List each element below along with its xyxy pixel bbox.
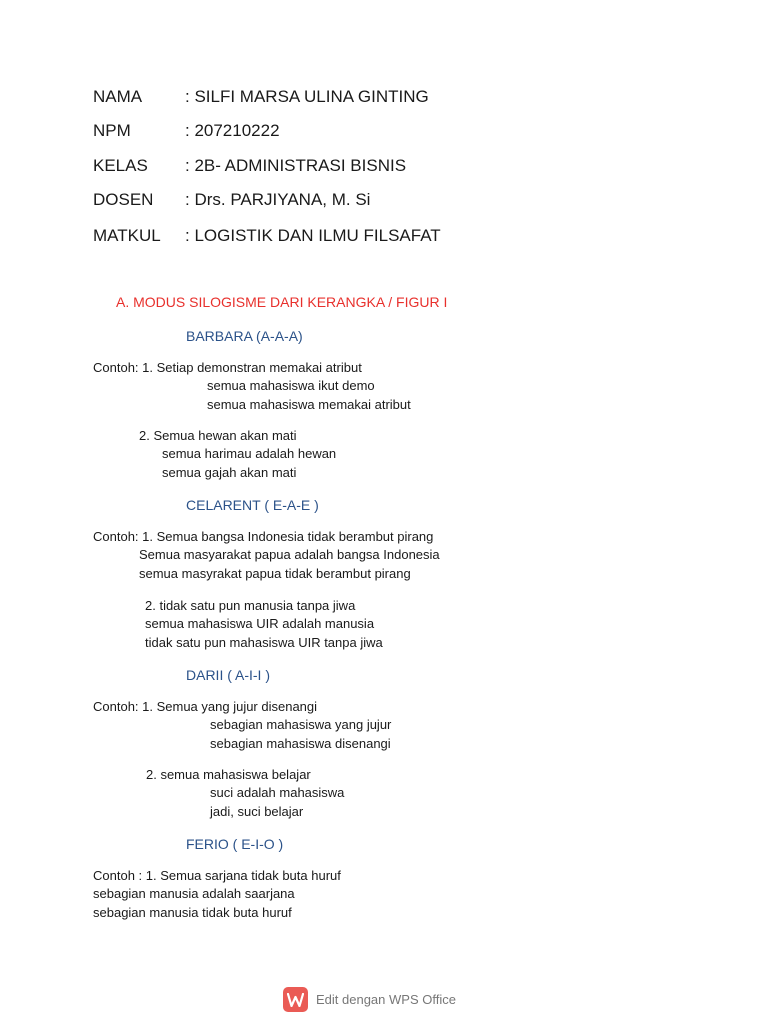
example-line: 2. semua mahasiswa belajar (146, 767, 311, 782)
example-line: sebagian mahasiswa disenangi (210, 736, 391, 751)
wps-edit-link[interactable]: Edit dengan WPS Office (316, 992, 456, 1007)
header-label: DOSEN (93, 190, 154, 209)
example-line: semua gajah akan mati (162, 465, 297, 480)
example-line: 2. tidak satu pun manusia tanpa jiwa (145, 598, 356, 613)
example-line: semua mahasiswa UIR adalah manusia (145, 616, 375, 631)
example-line: jadi, suci belajar (210, 804, 304, 819)
example-line: sebagian mahasiswa yang jujur (210, 717, 392, 732)
header-label: NAMA (93, 87, 143, 106)
wps-edit-banner[interactable] (283, 987, 456, 1012)
wps-office-logo-icon (283, 987, 308, 1012)
example-line: semua mahasiswa ikut demo (207, 378, 375, 393)
example-line: Contoh : 1. Semua sarjana tidak buta huruf (93, 868, 341, 883)
example-line: 2. Semua hewan akan mati (139, 428, 297, 443)
example-line: Semua masyarakat papua adalah bangsa Indonesia (139, 547, 440, 562)
mood-title-ferio: FERIO ( E-I-O ) (186, 836, 284, 852)
header-value: : Drs. PARJIYANA, M. Si (185, 190, 371, 209)
header-value: : SILFI MARSA ULINA GINTING (185, 87, 429, 106)
header-label: KELAS (93, 156, 148, 175)
header-label: NPM (93, 121, 131, 140)
header-label: MATKUL (93, 226, 161, 245)
mood-title-barbara: BARBARA (A-A-A) (186, 328, 303, 344)
header-value: : LOGISTIK DAN ILMU FILSAFAT (185, 226, 441, 245)
mood-title-darii: DARII ( A-I-I ) (186, 667, 270, 683)
example-line: sebagian manusia adalah saarjana (93, 886, 295, 901)
example-line: suci adalah mahasiswa (210, 785, 345, 800)
section-title: A. MODUS SILOGISME DARI KERANGKA / FIGUR I (116, 294, 448, 310)
example-line: Contoh: 1. Setiap demonstran memakai atribut (93, 360, 362, 375)
header-value: : 207210222 (185, 121, 280, 140)
example-line: semua mahasiswa memakai atribut (207, 397, 411, 412)
example-line: semua harimau adalah hewan (162, 446, 337, 461)
example-line: tidak satu pun mahasiswa UIR tanpa jiwa (145, 635, 383, 650)
mood-title-celarent: CELARENT ( E-A-E ) (186, 497, 319, 513)
wps-w-glyph-icon (287, 993, 304, 1007)
example-line: Contoh: 1. Semua bangsa Indonesia tidak berambut pirang (93, 529, 434, 544)
example-line: Contoh: 1. Semua yang jujur disenangi (93, 699, 318, 714)
example-line: semua masyrakat papua tidak berambut pirang (139, 566, 411, 581)
example-line: sebagian manusia tidak buta huruf (93, 905, 292, 920)
header-value: : 2B- ADMINISTRASI BISNIS (185, 156, 407, 175)
